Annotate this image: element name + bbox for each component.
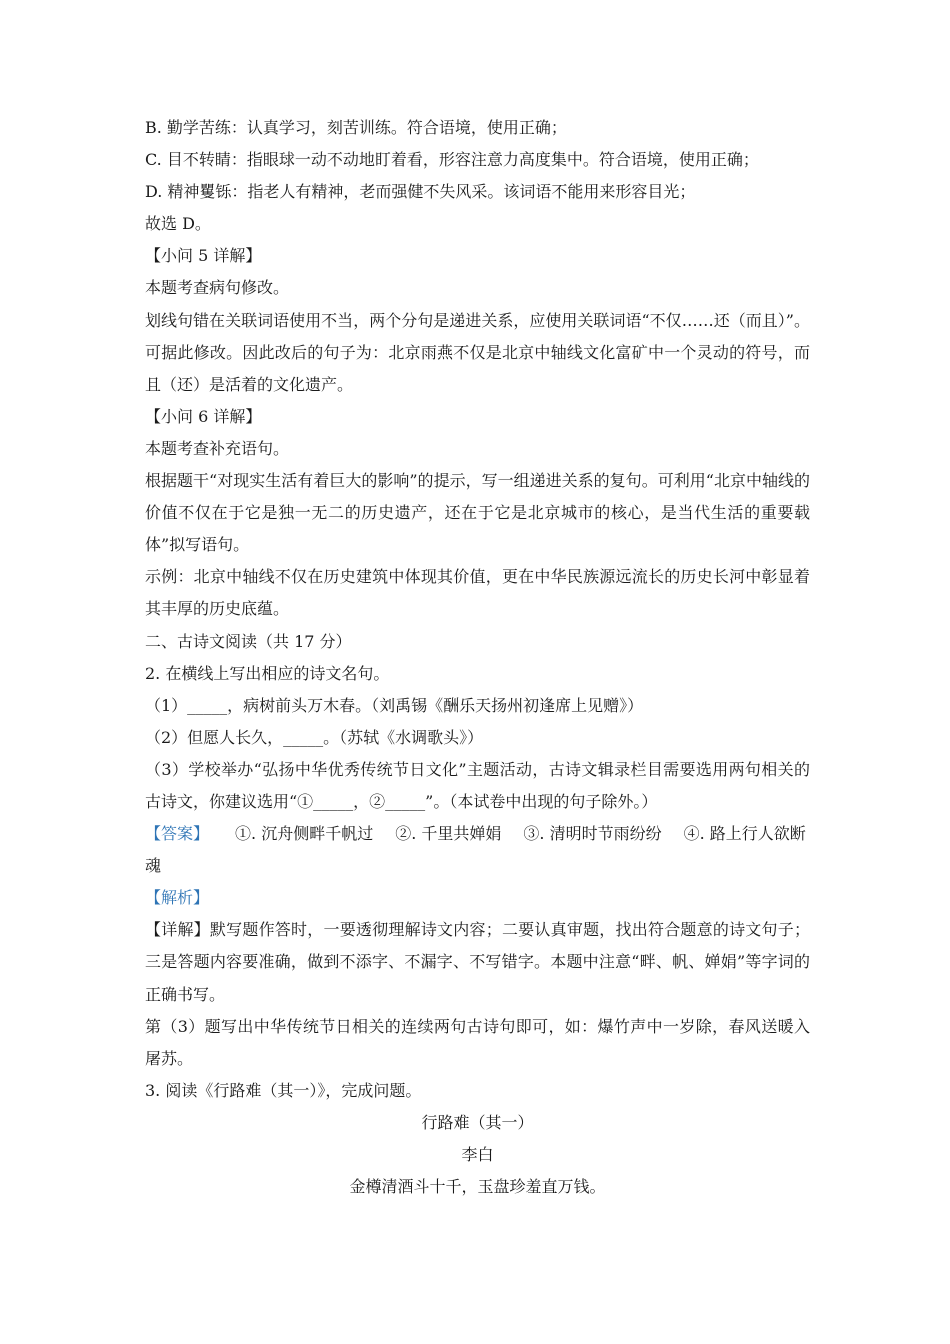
q5-body: 划线句错在关联词语使用不当，两个分句是递进关系，应使用关联词语“不仅……还（而且）”。可据此修改。因此改后的句子为：北京雨燕不仅是北京中轴线文化富矿中一个灵动的符号，而且（还）是活着的文化遗产。 (145, 310, 810, 394)
option-b-explanation: B. 勤学苦练：认真学习，刻苦训练。符合语境，使用正确； (145, 118, 567, 137)
option-c-explanation: C. 目不转睛：指眼球一动不动地盯着看，形容注意力高度集中。符合语境，使用正确； (145, 150, 759, 170)
question-2-part-3: （3）学校举办“弘扬中华优秀传统节日文化”主题活动，古诗文辑录栏目需要选用两句相关的古诗文，你建议选用“①_____，②_____”。（本试卷中出现的句子除外。） (145, 759, 810, 811)
answer-tag: 【答案】 (145, 824, 210, 844)
q6-intro: 本题考查补充语句。 (145, 438, 290, 458)
question-2: 2. 在横线上写出相应的诗文名句。 (145, 663, 390, 683)
q6-heading: 【小问 6 详解】 (145, 406, 262, 426)
answer-item: ②. 千里共婵娟 (395, 824, 502, 844)
poem-title: 行路难（其一） (421, 1112, 534, 1132)
question-2-part-2: （2）但愿人长久，_____。（苏轼《水调歌头》） (145, 727, 484, 747)
answer-block (145, 818, 810, 882)
choose-answer: 故选 D。 (145, 214, 211, 234)
option-d-explanation: D. 精神矍铄：指老人有精神，老而强健不失风采。该词语不能用来形容目光； (145, 182, 696, 202)
question-2-part-3-note: 第（3）题写出中华传统节日相关的连续两句古诗句即可，如：爆竹声中一岁除，春风送暖入屠苏。 (145, 1016, 810, 1068)
poem-line: 金樽清酒斗十千，玉盘珍羞直万钱。 (349, 1177, 606, 1197)
answer-item: ④. 路上行人欲断魂 (145, 824, 806, 876)
q5-heading: 【小问 5 详解】 (145, 246, 262, 266)
q6-example: 示例：北京中轴线不仅在历史建筑中体现其价值，更在中华民族源远流长的历史长河中彰显着其丰厚的历史底蕴。 (145, 567, 810, 619)
analysis-tag: 【解析】 (145, 888, 210, 908)
poem-author: 李白 (461, 1145, 494, 1164)
answer-item: ①. 沉舟侧畔千帆过 (235, 824, 374, 844)
q6-body: 根据题干“对现实生活有着巨大的影响”的提示，写一组递进关系的复句。可利用“北京中轴线的价值不仅在于它是独一无二的历史遗产，还在于它是北京城市的核心，是当代生活的重要载体”拟写语句。 (145, 471, 810, 555)
document-page (145, 112, 810, 1203)
question-2-part-1: （1）_____，病树前头万木春。（刘禹锡《酬乐天扬州初逢席上见赠》） (145, 695, 644, 715)
question-3: 3. 阅读《行路难（其一）》，完成问题。 (145, 1080, 422, 1100)
detail-explanation: 【详解】默写题作答时，一要透彻理解诗文内容；二要认真审题，找出符合题意的诗文句子；三是答题内容要准确，做到不添字、不漏字、不写错字。本题中注意“畔、帆、婵娟”等字词的正确书写。 (145, 920, 810, 1004)
q5-intro: 本题考查病句修改。 (145, 278, 290, 298)
section-2-heading: 二、古诗文阅读（共 17 分） (145, 631, 352, 651)
answer-item: ③. 清明时节雨纷纷 (523, 824, 662, 844)
